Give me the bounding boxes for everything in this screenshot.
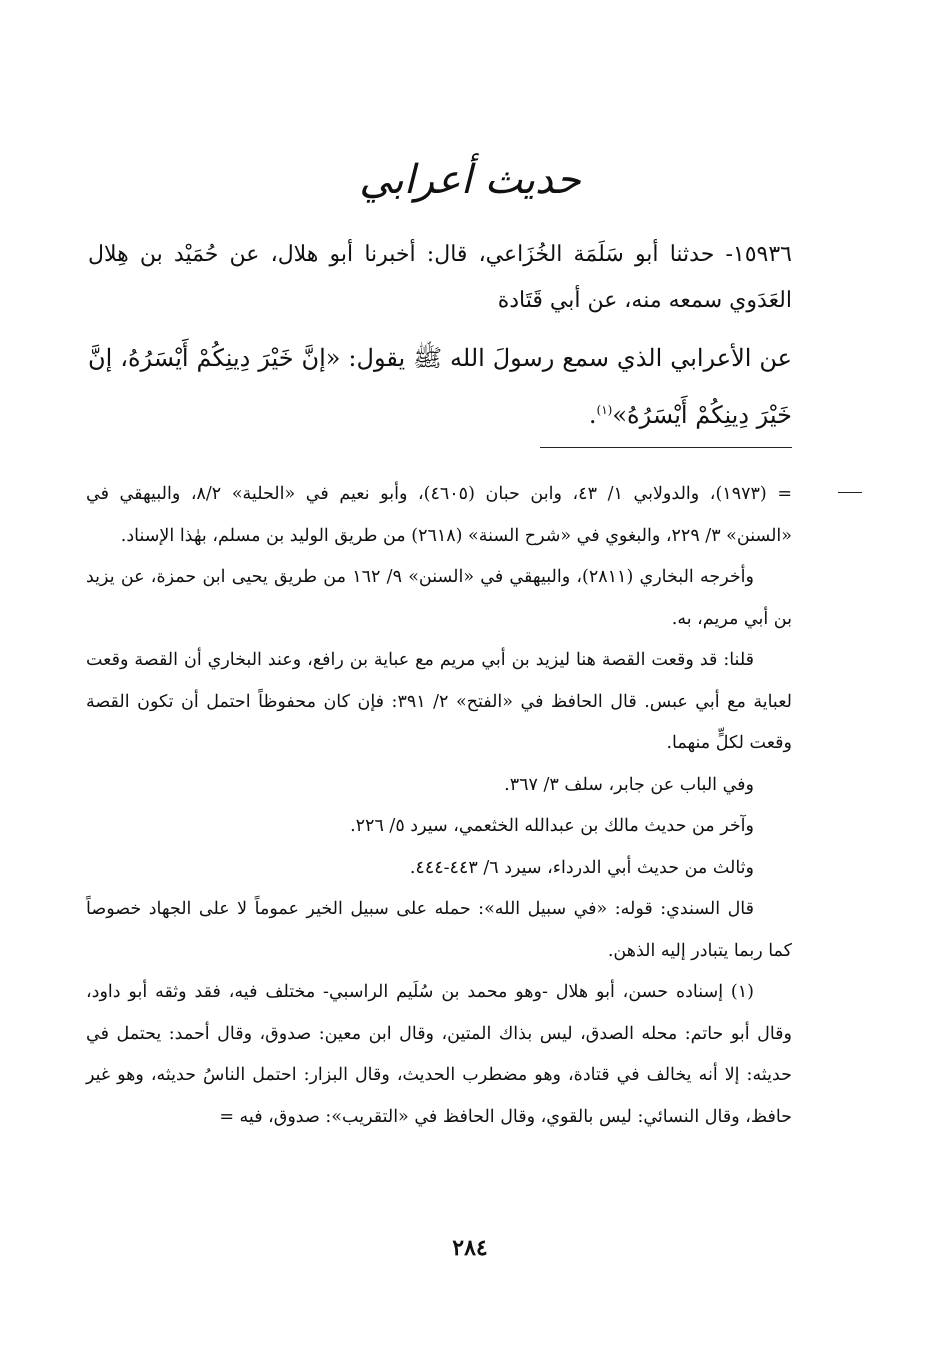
footnote-reference: (١) [596, 403, 613, 417]
footnote-separator [540, 447, 792, 448]
hadith-matn: عن الأعرابي الذي سمع رسولَ الله ﷺ يقول: «إنَّ خَيْرَ دِينِكُمْ أَيْسَرُهُ، إنَّ خَيْرَ دِينِكُمْ أَيْسَرُهُ» [88, 344, 792, 429]
hadith-end-mark: . [588, 401, 597, 429]
footnote-paragraph: وفي الباب عن جابر، سلف ٣/ ٣٦٧. [504, 774, 754, 795]
footnote-paragraph: قال السندي: قوله: «في سبيل الله»: حمله على سبيل الخير عموماً لا على الجهاد خصوصاً كما ربما يتبادر إليه الذهن. [86, 899, 792, 961]
chapter-heading: حديث أعرابي [359, 157, 581, 203]
footnotes [86, 474, 792, 1138]
hadith-isnad: ١٥٩٣٦- حدثنا أبو سَلَمَة الخُزَاعي، قال: أخبرنا أبو هلال، عن حُمَيْد بن هِلال العَدَوي سمعه منه، عن أبي قَتَادة [88, 242, 792, 313]
footnote-paragraph: قلنا: قد وقعت القصة هنا ليزيد بن أبي مريم مع عباية بن رافع، وعند البخاري أن القصة وقعت لعباية مع أبي عبس. قال الحافظ في «الفتح» ٢/ ٣٩١: فإن كان محفوظاً احتمل أن تكون القصة وقعت لكلٍّ منهما. [86, 650, 792, 753]
footnote-paragraph: وأخرجه البخاري (٢٨١١)، والبيهقي في «السنن» ٩/ ١٦٢ من طريق يحيى ابن حمزة، عن يزيد بن أبي مريم، به. [86, 567, 792, 629]
footnote-paragraph: وآخر من حديث مالك بن عبدالله الخثعمي، سيرد ٥/ ٢٢٦. [350, 816, 754, 836]
margin-dash-mark [838, 492, 862, 493]
footnote-paragraph: وثالث من حديث أبي الدرداء، سيرد ٦/ ٤٤٣-٤٤٤. [409, 857, 754, 878]
footnote-paragraph: (١) إسناده حسن، أبو هلال -وهو محمد بن سُلَيم الراسبي- مختلف فيه، فقد وثقه أبو داود، وقال أبو حاتم: محله الصدق، ليس بذاك المتين، وقال ابن معين: صدوق، وقال أحمد: يحتمل في حديثه: إلا أنه يخالف في قتادة، وهو مضطرب الحديث، وقال البزار: احتمل الناسُ حديثه، وهو غير حافظ، وقال النسائي: ليس بالقوي، وقال الحافظ في «التقريب»: صدوق، فيه = [86, 982, 792, 1127]
hadith-text [88, 232, 792, 441]
page-number: ٢٨٤ [452, 1235, 488, 1261]
hadith-matn-line [88, 332, 792, 441]
footnote-paragraph: = (١٩٧٣)، والدولابي ١/ ٤٣، وابن حبان (٤٦٠٥)، وأبو نعيم في «الحلية» ٨/٢، والبيهقي في «السنن» ٣/ ٢٢٩، والبغوي في «شرح السنة» (٢٦١٨) من طريق الوليد بن مسلم، بهٰذا الإسناد. [86, 484, 792, 546]
